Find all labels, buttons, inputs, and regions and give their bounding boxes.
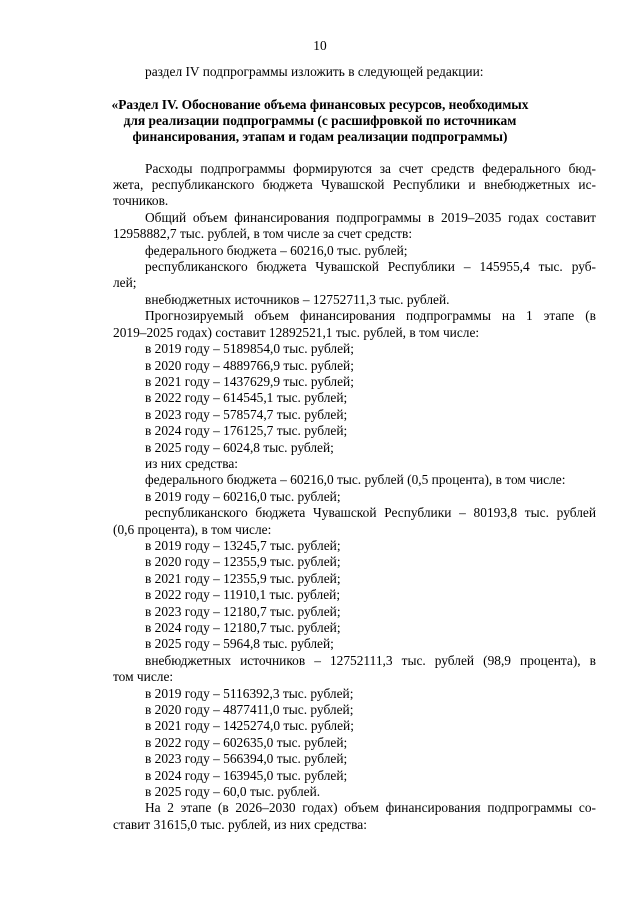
section-heading-line: «Раздел IV. Обоснование объема финансовых ресурсов, необходимых — [111, 97, 529, 112]
body-text-line: федерального бюджета – 60216,0 тыс. рублей; — [145, 243, 408, 258]
body-text-line: в 2021 году – 1425274,0 тыс. рублей; — [145, 718, 354, 733]
body-text-line: в 2021 году – 1437629,9 тыс. рублей; — [145, 374, 354, 389]
body-text-line: в 2020 году – 4889766,9 тыс. рублей; — [145, 358, 354, 373]
body-text-line: Общий объем финансирования подпрограммы в 2019–2035 годах составит — [145, 210, 596, 225]
section-heading-line: финансирования, этапам и годам реализации подпрограммы) — [132, 129, 508, 144]
body-text-line: в 2021 году – 12355,9 тыс. рублей; — [145, 571, 341, 586]
body-text-line: внебюджетных источников – 12752711,3 тыс. рублей. — [145, 292, 450, 307]
body-text-line: республиканского бюджета Чувашской Республики – 80193,8 тыс. рублей — [145, 505, 596, 520]
body-text-line: в 2024 году – 176125,7 тыс. рублей; — [145, 423, 348, 438]
body-text-line: в 2020 году – 4877411,0 тыс. рублей; — [145, 702, 354, 717]
body-text-line: в 2025 году – 5964,8 тыс. рублей; — [145, 636, 334, 651]
body-text-line: в 2022 году – 11910,1 тыс. рублей; — [145, 587, 341, 602]
body-text-line: (0,6 процента), в том числе: — [113, 522, 272, 537]
body-text-line: 12958882,7 тыс. рублей, в том числе за счет средств: — [113, 226, 413, 241]
body-text-line: Прогнозируемый объем финансирования подпрограммы на 1 этапе (в — [145, 308, 596, 323]
body-text-line: в 2023 году – 566394,0 тыс. рублей; — [145, 751, 348, 766]
body-text-line: республиканского бюджета Чувашской Республики – 145955,4 тыс. руб- — [145, 259, 596, 274]
body-text-line: жета, республиканского бюджета Чувашской Республики и внебюджетных ис- — [113, 177, 596, 192]
body-text-line: На 2 этапе (в 2026–2030 годах) объем финансирования подпрограммы со- — [145, 800, 596, 815]
body-text-line: в 2023 году – 12180,7 тыс. рублей; — [145, 604, 341, 619]
body-text-line: в 2019 году – 13245,7 тыс. рублей; — [145, 538, 341, 553]
body-text-line: внебюджетных источников – 12752111,3 тыс. рублей (98,9 процента), в — [145, 653, 596, 668]
body-text-line: в 2020 году – 12355,9 тыс. рублей; — [145, 554, 341, 569]
body-text-line: в 2022 году – 614545,1 тыс. рублей; — [145, 390, 348, 405]
body-text-line: 2019–2025 годах) составит 12892521,1 тыс. рублей, в том числе: — [113, 325, 480, 340]
body-text-line: том числе: — [113, 669, 174, 684]
body-text-line: в 2024 году – 163945,0 тыс. рублей; — [145, 768, 348, 783]
body-text-line: лей; — [113, 275, 137, 290]
body-text-line: Расходы подпрограммы формируются за счет средств федерального бюд- — [145, 161, 596, 176]
body-text-line: в 2019 году – 5189854,0 тыс. рублей; — [145, 341, 354, 356]
body-text-line: в 2024 году – 12180,7 тыс. рублей; — [145, 620, 341, 635]
body-text-line: в 2019 году – 60216,0 тыс. рублей; — [145, 489, 341, 504]
body-text-line: из них средства: — [145, 456, 239, 471]
body-text-line: точников. — [113, 193, 169, 208]
body-text-line: в 2022 году – 602635,0 тыс. рублей; — [145, 735, 348, 750]
body-text-line: в 2025 году – 60,0 тыс. рублей. — [145, 784, 321, 799]
body-text-line: в 2019 году – 5116392,3 тыс. рублей; — [145, 686, 354, 701]
body-text-line: федерального бюджета – 60216,0 тыс. рублей (0,5 процента), в том числе: — [145, 472, 566, 487]
body-text-line: в 2025 году – 6024,8 тыс. рублей; — [145, 440, 334, 455]
body-text-line: в 2023 году – 578574,7 тыс. рублей; — [145, 407, 348, 422]
section-heading-line: для реализации подпрограммы (с расшифровкой по источникам — [123, 113, 517, 128]
body-text-line: ставит 31615,0 тыс. рублей, из них средства: — [113, 817, 367, 832]
intro-line: раздел IV подпрограммы изложить в следующей редакции: — [145, 64, 484, 79]
page-number: 10 — [313, 38, 327, 53]
